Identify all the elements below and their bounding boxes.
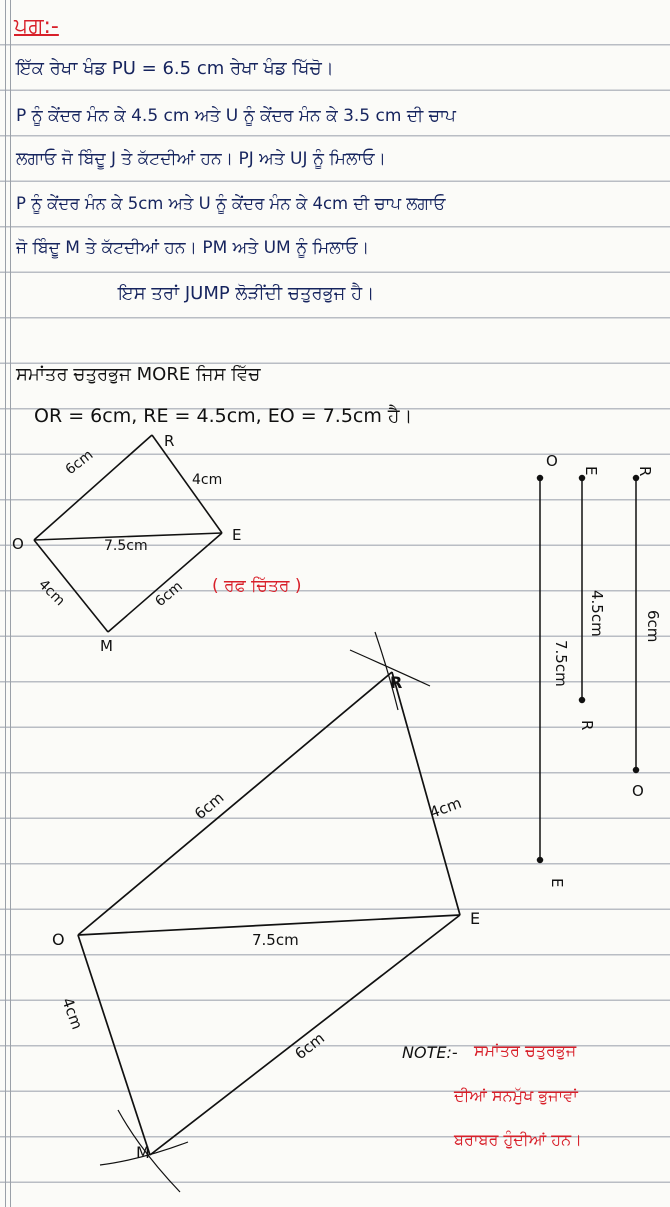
note-line-3: ਬਰਾਬਰ ਹੁੰਦੀਆਂ ਹਨ। xyxy=(454,1130,582,1149)
steps-heading: ਪਗ:- xyxy=(14,14,59,39)
note-line-2: ਦੀਆਂ ਸਨਮੁੱਖ ਭੁਜਾਵਾਂ xyxy=(454,1086,578,1105)
rough-vertex-r: R xyxy=(164,432,175,450)
step-line-2: P ਨੂੰ ਕੇਂਦਰ ਮੰਨ ਕੇ 4.5 cm ਅਤੇ U ਨੂੰ ਕੇਂਦਰ ਮੰਨ ਕੇ 3.5 cm ਦੀ ਚਾਪ xyxy=(16,106,456,126)
rough-label-om: 4cm xyxy=(35,576,68,610)
step-line-5: ਜੋ ਬਿੰਦੂ M ਤੇ ਕੱਟਦੀਆਂ ਹਨ। PM ਅਤੇ UM ਨੂੰ ਮਿਲਾਓ। xyxy=(16,238,370,258)
problem-title: ਸਮਾਂਤਰ ਚਤੁਰਭੁਜ MORE ਜਿਸ ਵਿੱਚ xyxy=(16,364,261,385)
note-label: NOTE:- xyxy=(402,1043,458,1062)
rough-label-oe: 7.5cm xyxy=(104,538,148,554)
rough-vertex-m: M xyxy=(100,637,113,655)
measure-1-bottom: E xyxy=(548,878,566,888)
measure-1-top: O xyxy=(546,452,558,470)
measure-3-length: 6cm xyxy=(644,610,662,643)
rough-label-re: 4cm xyxy=(192,472,223,488)
measure-line-3-bottom-dot xyxy=(634,768,639,773)
step-line-4: P ਨੂੰ ਕੇਂਦਰ ਮੰਨ ਕੇ 5cm ਅਤੇ U ਨੂੰ ਕੇਂਦਰ ਮੰਨ ਕੇ 4cm ਦੀ ਚਾਪ ਲਗਾਓ xyxy=(16,194,446,213)
arc-at-r-2 xyxy=(375,632,398,710)
label-om: 4cm xyxy=(58,995,87,1032)
measure-2-top: E xyxy=(582,466,600,476)
construction-figure xyxy=(78,632,460,1192)
measure-line-2-bottom-dot xyxy=(580,698,585,703)
step-line-3: ਲਗਾਓ ਜੋ ਬਿੰਦੂ J ਤੇ ਕੱਟਦੀਆਂ ਹਨ। PJ ਅਤੇ UJ ਨੂੰ ਮਿਲਾਓ। xyxy=(16,149,386,169)
label-oe: 7.5cm xyxy=(252,931,299,949)
side-om xyxy=(78,935,150,1155)
label-me: 6cm xyxy=(291,1029,328,1064)
rough-label-or: 6cm xyxy=(62,446,97,479)
measure-line-1-top-dot xyxy=(538,476,543,481)
step-line-6: ਇਸ ਤਰਾਂ JUMP ਲੋੜੀਂਦੀ ਚਤੁਰਭੁਜ ਹੈ। xyxy=(118,283,375,304)
note-line-1: ਸਮਾਂਤਰ ਚਤੁਰਭੁਜ xyxy=(474,1041,577,1060)
vertex-o: O xyxy=(52,930,65,949)
rough-vertex-o: O xyxy=(12,535,24,553)
vertex-m: M xyxy=(136,1143,150,1162)
measure-1-length: 7.5cm xyxy=(552,640,570,687)
label-re: 4cm xyxy=(427,793,464,822)
measure-line-2-top-dot xyxy=(580,476,585,481)
step-line-1: ਇੱਕ ਰੇਖਾ ਖੰਡ PU = 6.5 cm ਰੇਖਾ ਖੰਡ ਖਿੱਚੋ। xyxy=(16,58,334,79)
measure-2-bottom: R xyxy=(578,720,596,731)
side-re xyxy=(392,672,460,915)
side-or xyxy=(78,672,392,935)
rough-figure-label: ( ਰਫ ਚਿੱਤਰ ) xyxy=(212,576,302,596)
label-or: 6cm xyxy=(191,788,228,824)
measure-2-length: 4.5cm xyxy=(588,590,606,637)
problem-given: OR = 6cm, RE = 4.5cm, EO = 7.5cm ਹੈ। xyxy=(34,405,413,427)
measure-3-top: R xyxy=(636,466,654,477)
rough-vertex-e: E xyxy=(232,526,242,544)
vertex-r: R xyxy=(390,673,403,692)
measure-3-bottom: O xyxy=(632,782,644,800)
vertex-e: E xyxy=(470,909,481,928)
rough-label-me: 6cm xyxy=(152,578,186,611)
side-me xyxy=(150,915,460,1155)
rough-side-or xyxy=(34,435,152,540)
measure-line-1-bottom-dot xyxy=(538,858,543,863)
